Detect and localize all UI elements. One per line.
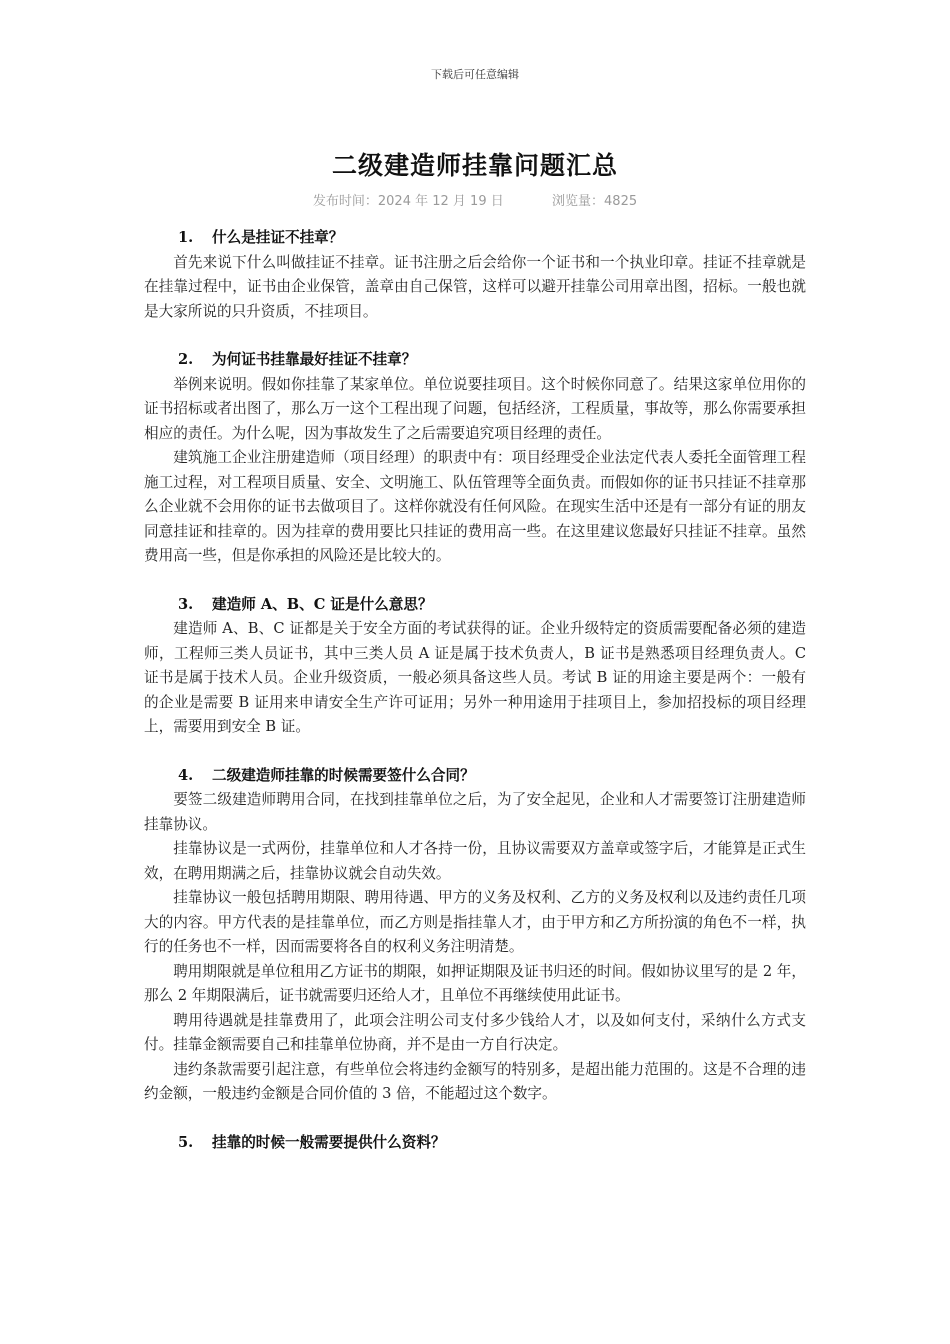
section xyxy=(144,593,806,740)
article-body xyxy=(144,226,806,1179)
paragraph: 举例来说明。假如你挂靠了某家单位。单位说要挂项目。这个时候你同意了。结果这家单位用你的证书招标或者出图了，那么万一这个工程出现了问题，包括经济，工程质量，事故等，那么你需要承担相应的责任。为什么呢，因为事故发生了之后需要追究项目经理的责任。 xyxy=(144,375,806,442)
section xyxy=(144,348,806,569)
section-heading xyxy=(144,348,806,373)
article-meta xyxy=(0,190,950,209)
section-number: 1. xyxy=(178,229,194,246)
paragraph: 挂靠协议一般包括聘用期限、聘用待遇、甲方的义务及权利、乙方的义务及权利以及违约责任几项大的内容。甲方代表的是挂靠单位，而乙方则是指挂靠人才，由于甲方和乙方所扮演的角色不一样，执行的任务也不一样，因而需要将各自的权利义务注明清楚。 xyxy=(144,889,806,955)
paragraph: 建筑施工企业注册建造师（项目经理）的职责中有：项目经理受企业法定代表人委托全面管理工程施工过程，对工程项目质量、安全、文明施工、队伍管理等全面负责。而假如你的证书只挂证不挂章那么企业就不会用你的证书去做项目了。这样你就没有任何风险。在现实生活中还是有一部分有证的朋友同意挂证和挂章的。因为挂章的费用要比只挂证的费用高一些。在这里建议您最好只挂证不挂章。虽然费用高一些，但是你承担的风险还是比较大的。 xyxy=(144,449,806,564)
paragraph: 挂靠协议是一式两份，挂靠单位和人才各持一份，且协议需要双方盖章或签字后，才能算是正式生效，在聘用期满之后，挂靠协议就会自动失效。 xyxy=(144,840,806,882)
section-title: 挂靠的时候一般需要提供什么资料？ xyxy=(212,1133,446,1151)
section-number: 5. xyxy=(178,1133,194,1151)
paragraph: 聘用待遇就是挂靠费用了，此项会注明公司支付多少钱给人才，以及如何支付，采纳什么方式支付。挂靠金额需要自己和挂靠单位协商，并不是由一方自行决定。 xyxy=(144,1011,806,1053)
paragraph: 违约条款需要引起注意，有些单位会将违约金额写的特别多，是超出能力范围的。这是不合理的违约金额，一般违约金额是合同价值的 3 倍，不能超过这个数字。 xyxy=(144,1060,806,1102)
paragraph: 首先来说下什么叫做挂证不挂章。证书注册之后会给你一个证书和一个执业印章。挂证不挂章就是在挂靠过程中，证书由企业保管，盖章由自己保管，这样可以避开挂靠公司用章出图，招标。一般也就是大家所说的只升资质，不挂项目。 xyxy=(144,253,806,320)
section-title: 建造师 A、B、C 证是什么意思？ xyxy=(212,595,433,613)
section-title: 什么是挂证不挂章？ xyxy=(212,229,344,246)
page-title: 二级建造师挂靠问题汇总 xyxy=(331,151,618,180)
section-heading xyxy=(144,226,806,251)
section xyxy=(144,226,806,324)
section-title: 二级建造师挂靠的时候需要签什么合同？ xyxy=(212,766,475,784)
section-number: 4. xyxy=(178,766,194,784)
section-number: 2. xyxy=(178,351,194,368)
paragraph: 聘用期限就是单位租用乙方证书的期限，如押证期限及证书归还的时间。假如协议里写的是 2 年，那么 2 年期限满后，证书就需要归还给人才，且单位不再继续使用此证书。 xyxy=(144,962,806,1004)
publish-date: 2024 年 12 月 19 日 xyxy=(377,194,504,209)
section-number: 3. xyxy=(178,595,194,613)
section-heading xyxy=(144,1131,806,1156)
section-heading xyxy=(144,764,806,789)
section xyxy=(144,1131,806,1156)
paragraph: 要签二级建造师聘用合同，在找到挂靠单位之后，为了安全起见，企业和人才需要签订注册建造师挂靠协议。 xyxy=(144,791,806,833)
views-count: 4825 xyxy=(604,194,638,209)
publish-label: 发布时间： xyxy=(312,194,378,209)
views-label: 浏览量： xyxy=(552,194,605,209)
section-title: 为何证书挂靠最好挂证不挂章？ xyxy=(212,351,417,368)
section-heading xyxy=(144,593,806,618)
section xyxy=(144,764,806,1107)
header-note: 下载后可任意编辑 xyxy=(431,68,519,81)
paragraph: 建造师 A、B、C 证都是关于安全方面的考试获得的证。企业升级特定的资质需要配备必须的建造师，工程师三类人员证书，其中三类人员 A 证是属于技术负责人，B 证书是熟悉项目经理负责人。C 证书是属于技术人员。企业升级资质，一般必须具备这些人员。考试 B 证的用途主要是两个：一般有的企业是需要 B 证用来申请安全生产许可证用；另外一种用途用于挂项目上，参加招投标的项目经理上，需要用到安全 B 证。 xyxy=(144,620,806,735)
